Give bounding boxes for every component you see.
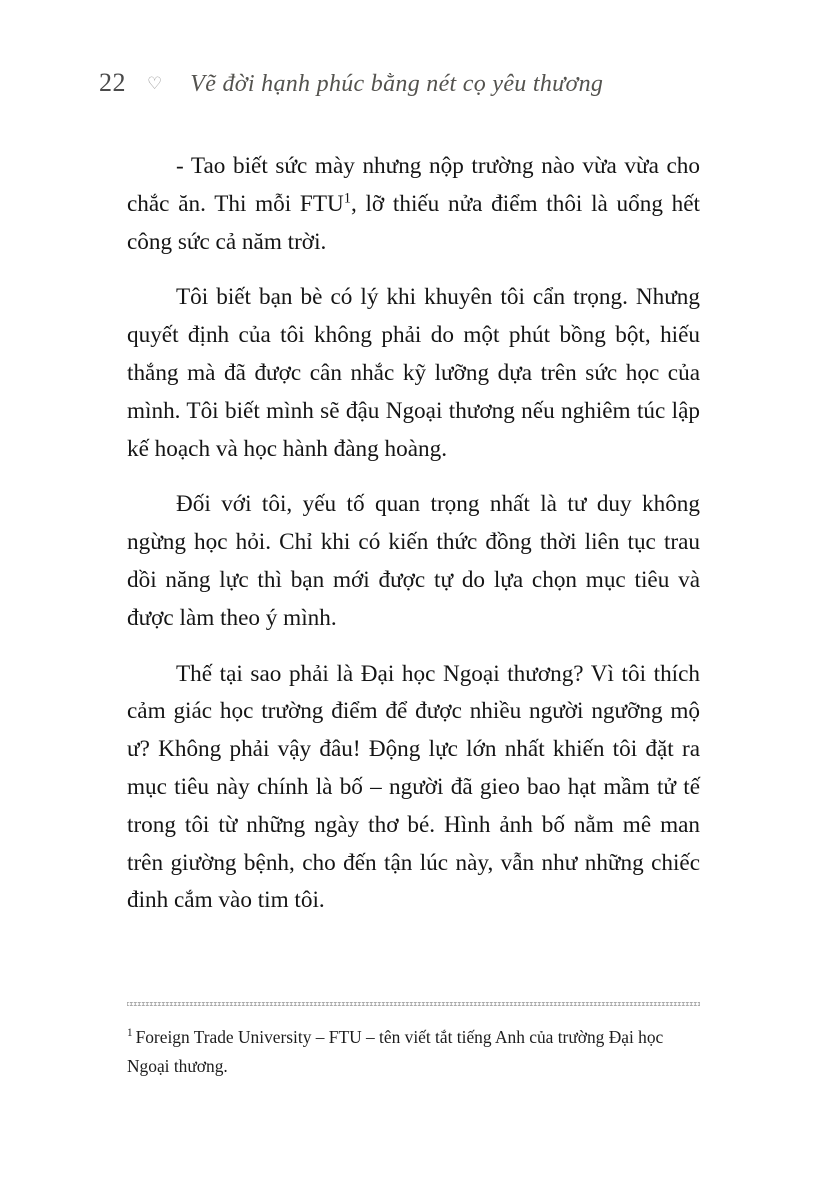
footnote-zone — [127, 1002, 700, 1081]
footnote-number: 1 — [127, 1027, 133, 1040]
paragraph-2: Tôi biết bạn bè có lý khi khuyên tôi cẩn trọng. Nhưng quyết định của tôi không phải do một phút bồng bột, hiếu thắng mà đã được cân nhắc kỹ lưỡng dựa trên sức học của mình. Tôi biết mình sẽ đậu Ngoại thương nếu nghiêm túc lập kế hoạch và học hành đàng hoàng. — [127, 284, 700, 462]
paragraph-1-text-before-footnote: - Tao biết sức mày nhưng nộp trường nào vừa vừa cho chắc ăn. Thi mỗi FTU — [127, 153, 700, 217]
paragraph-4: Thế tại sao phải là Đại học Ngoại thương? Vì tôi thích cảm giác học trường điểm để được nhiều người ngưỡng mộ ư? Không phải vậy đâu! Động lực lớn nhất khiến tôi đặt ra mục tiêu này chính là bố – người đã gieo bao hạt mầm tử tế trong tôi từ những ngày thơ bé. Hình ảnh bố nằm mê man trên giường bệnh, cho đến tận lúc này, vẫn như những chiếc đinh cắm vào tim tôi. — [127, 660, 700, 914]
paragraph-3: Đối với tôi, yếu tố quan trọng nhất là tư duy không ngừng học hỏi. Chỉ khi có kiến thức đồng thời liên tục trau dồi năng lực thì bạn mới được tự do lựa chọn mục tiêu và được làm theo ý mình. — [127, 491, 700, 631]
paragraph-1 — [127, 148, 700, 261]
running-head-title: Vẽ đời hạnh phúc bằng nét cọ yêu thương — [190, 71, 604, 97]
footnote-reference-marker: 1 — [343, 190, 351, 207]
footnote-separator-rule — [127, 1002, 700, 1009]
heart-outline-icon: ♡ — [147, 74, 163, 93]
footnote-text: Foreign Trade University – FTU – tên viết tắt tiếng Anh của trường Đại học Ngoại thương. — [127, 1027, 664, 1076]
paragraph-1-text-after-footnote: , lỡ thiếu nửa điểm thôi là uổng hết công sức cả năm trời. — [127, 190, 700, 255]
page-number: 22 — [99, 68, 126, 97]
body-text-block — [127, 148, 700, 920]
footnote-entry — [127, 1023, 700, 1081]
running-head — [99, 70, 709, 106]
